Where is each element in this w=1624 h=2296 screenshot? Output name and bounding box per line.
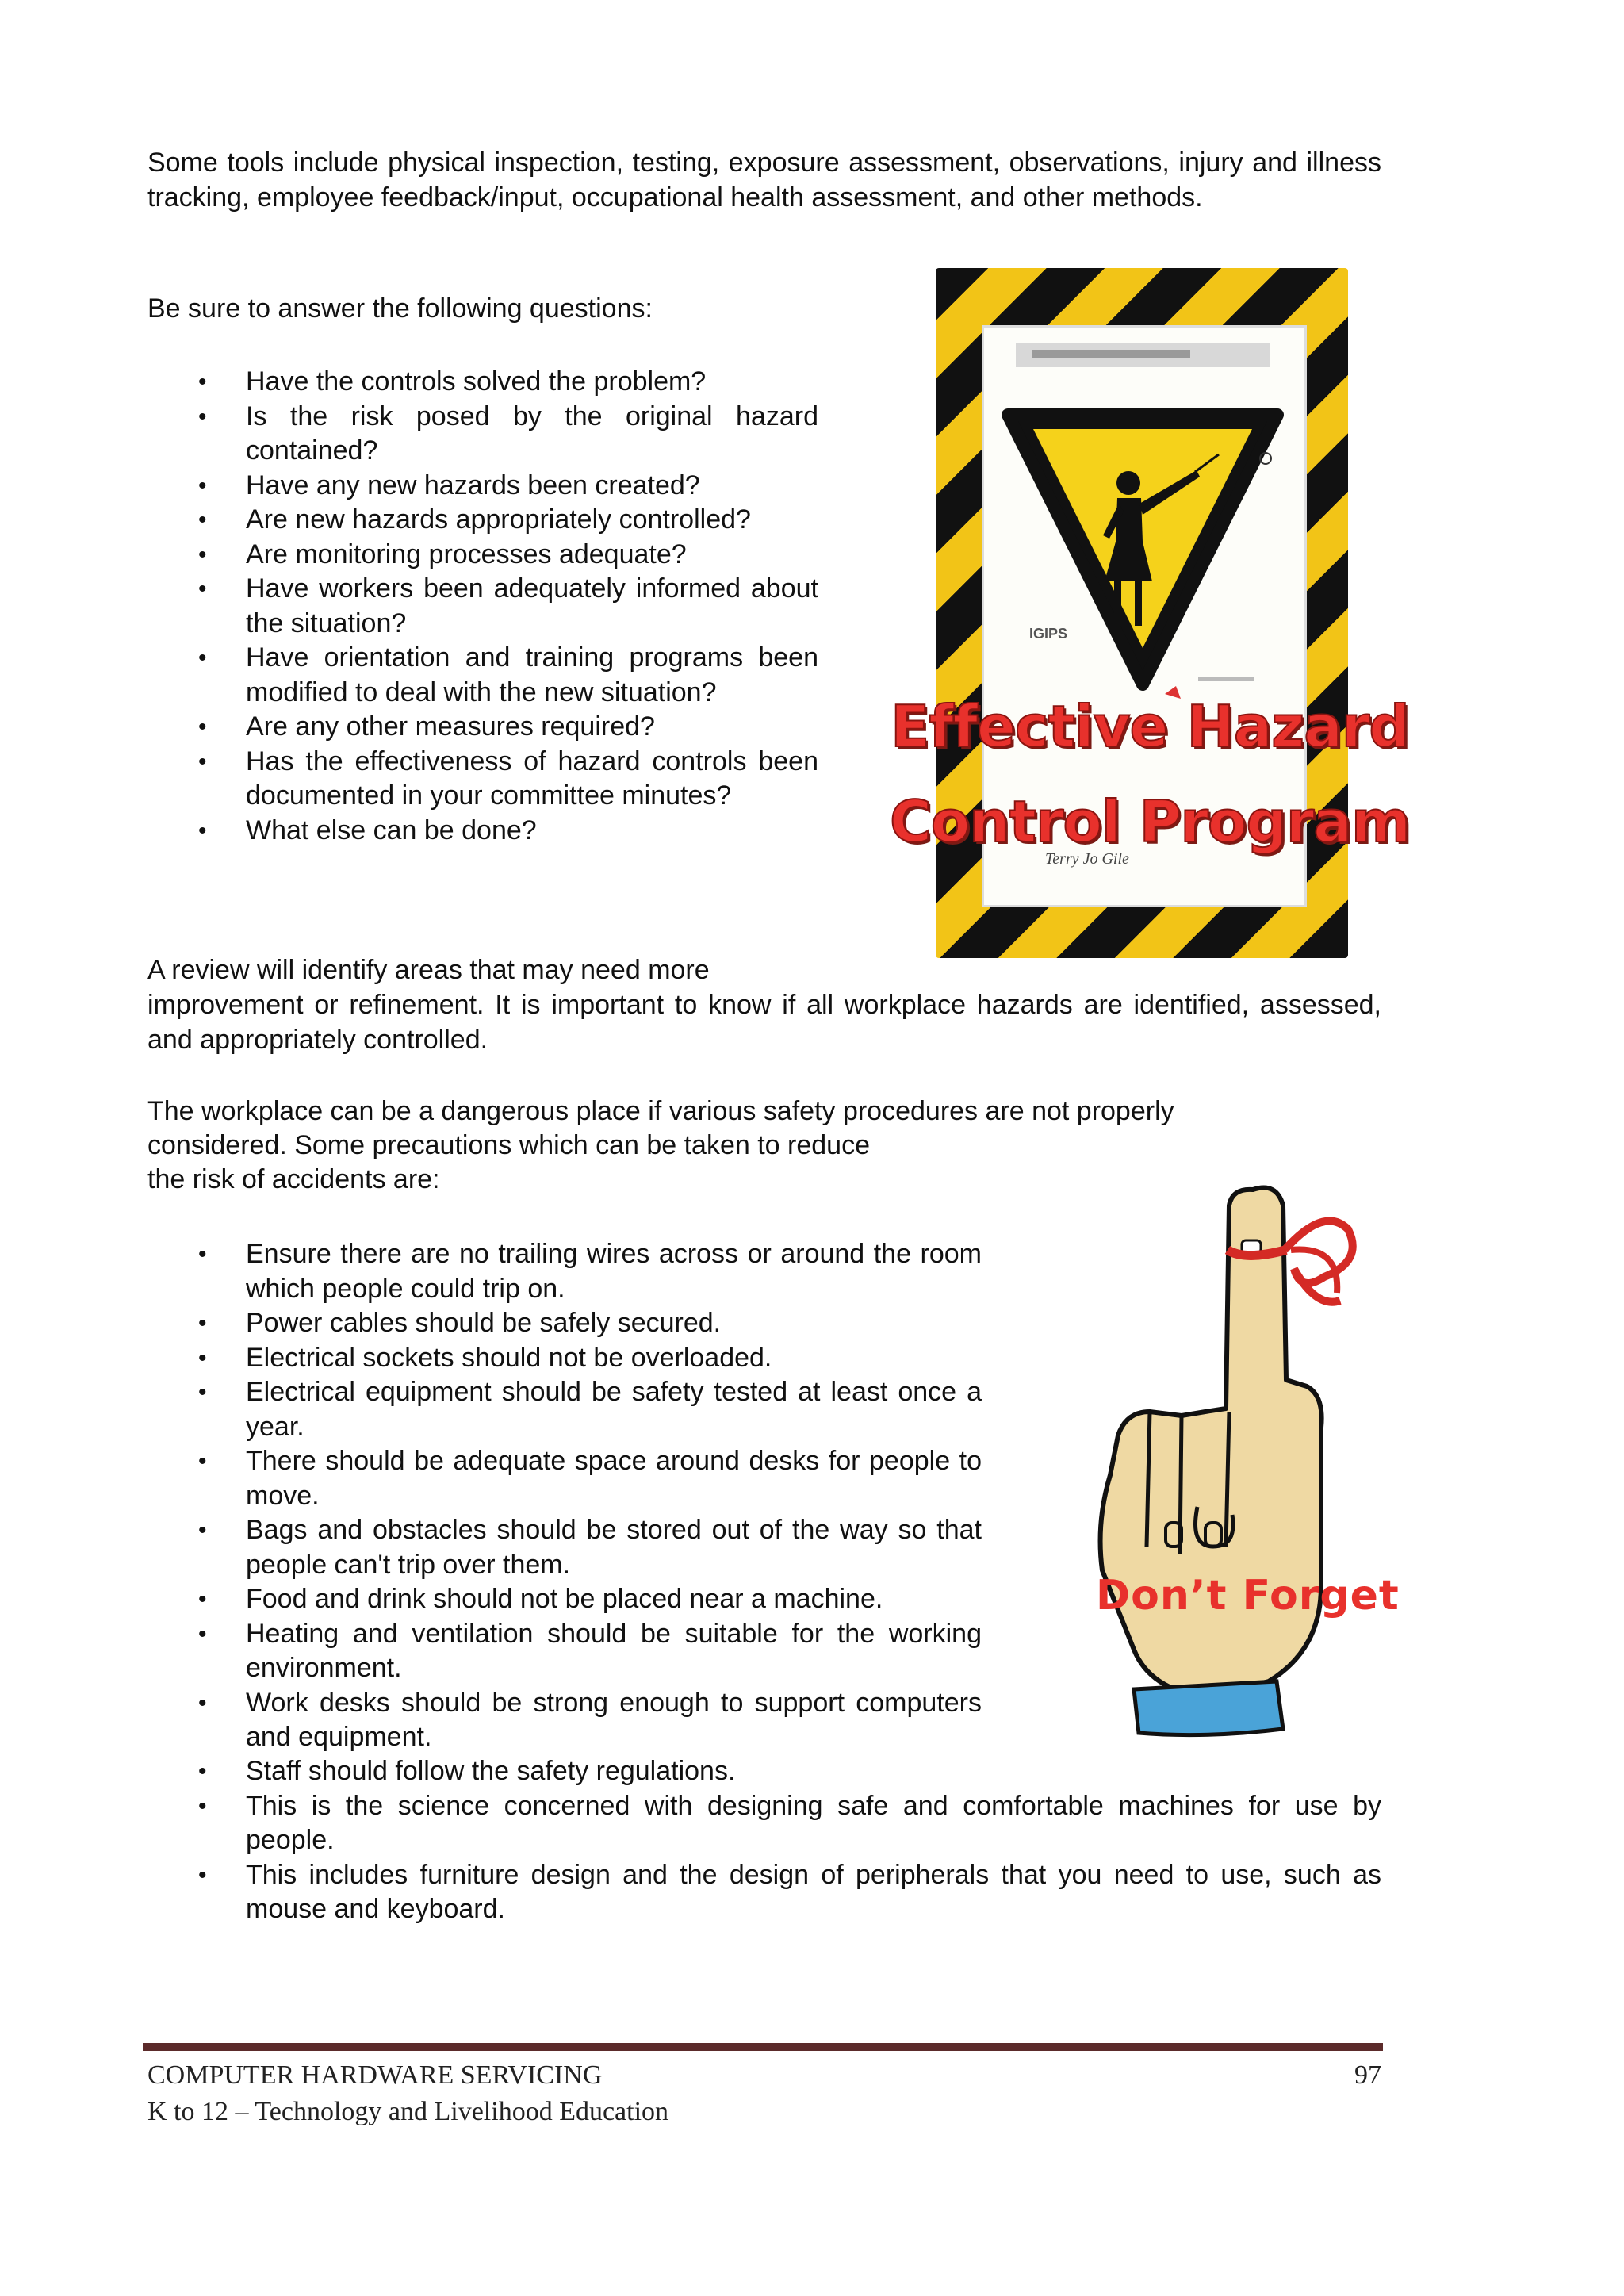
list-item: • Electrical sockets should not be overloaded. [147,1341,982,1376]
list-item: • Electrical equipment should be safety tested at least once a year. [147,1375,982,1444]
list-item: • What else can be done? [147,814,818,849]
precautions-intro-line-3: the risk of accidents are: [147,1164,440,1194]
poster-author: Terry Jo Gile [1045,850,1129,868]
questions-intro: Be sure to answer the following questions: [147,293,653,324]
footer-subtitle: K to 12 – Technology and Livelihood Education [147,2097,669,2126]
precautions-list-b [147,1754,1381,1927]
poster-logo: IGIPS [1029,626,1068,642]
questions-list [147,365,818,848]
review-paragraph: improvement or refinement. It is important to know if all workplace hazards are identified, assessed, and appropriately controlled. [147,990,1381,1055]
list-item: • Have any new hazards been created? [147,469,818,504]
list-item: • Is the risk posed by the original hazard contained? [147,400,818,469]
poster-title-line-1: Effective Hazard [891,693,1409,760]
list-item: • Have workers been adequately informed about the situation? [147,572,818,641]
intro-paragraph: Some tools include physical inspection, testing, exposure assessment, observations, injury and illness tracking, employee feedback/input, occupational health assessment, and other methods. [147,148,1381,213]
list-item: • Are any other measures required? [147,710,818,745]
list-item: • This is the science concerned with designing safe and comfortable machines for use by people. [147,1789,1381,1858]
list-item: • Bags and obstacles should be stored out of the way so that people can't trip over them. [147,1513,982,1582]
dont-forget-label: Don’t Forget [1096,1572,1400,1619]
list-item: • Food and drink should not be placed near a machine. [147,1582,982,1617]
list-item: • Staff should follow the safety regulations. [147,1754,1381,1789]
list-item: • This includes furniture design and the design of peripherals that you need to use, such as mouse and keyboard. [147,1858,1381,1927]
list-item: • Ensure there are no trailing wires across or around the room which people could trip on. [147,1237,982,1306]
list-item: • There should be adequate space around desks for people to move. [147,1444,982,1513]
list-item: • Power cables should be safely secured. [147,1306,982,1341]
footer-course: COMPUTER HARDWARE SERVICING [147,2060,603,2090]
precautions-intro-line-2: considered. Some precautions which can be taken to reduce [147,1130,870,1160]
precautions-intro-line-1: The workplace can be a dangerous place if various safety procedures are not properly [147,1096,1174,1126]
list-item: • Are new hazards appropriately controlled? [147,503,818,538]
review-line-1: A review will identify areas that may need more [147,955,710,985]
list-item: • Work desks should be strong enough to support computers and equipment. [147,1686,982,1755]
list-item: • Has the effectiveness of hazard controls been documented in your committee minutes? [147,745,818,814]
finger-reminder-icon [1086,1174,1404,1761]
page-number: 97 [1354,2060,1381,2090]
precautions-list-a [147,1237,982,1755]
poster-title-line-2: Control Program [889,788,1411,855]
list-item: • Have the controls solved the problem? [147,365,818,400]
list-item: • Have orientation and training programs been modified to deal with the new situation? [147,641,818,710]
list-item: • Are monitoring processes adequate? [147,538,818,573]
list-item: • Heating and ventilation should be suitable for the working environment. [147,1617,982,1686]
footer-divider [143,2043,1383,2051]
